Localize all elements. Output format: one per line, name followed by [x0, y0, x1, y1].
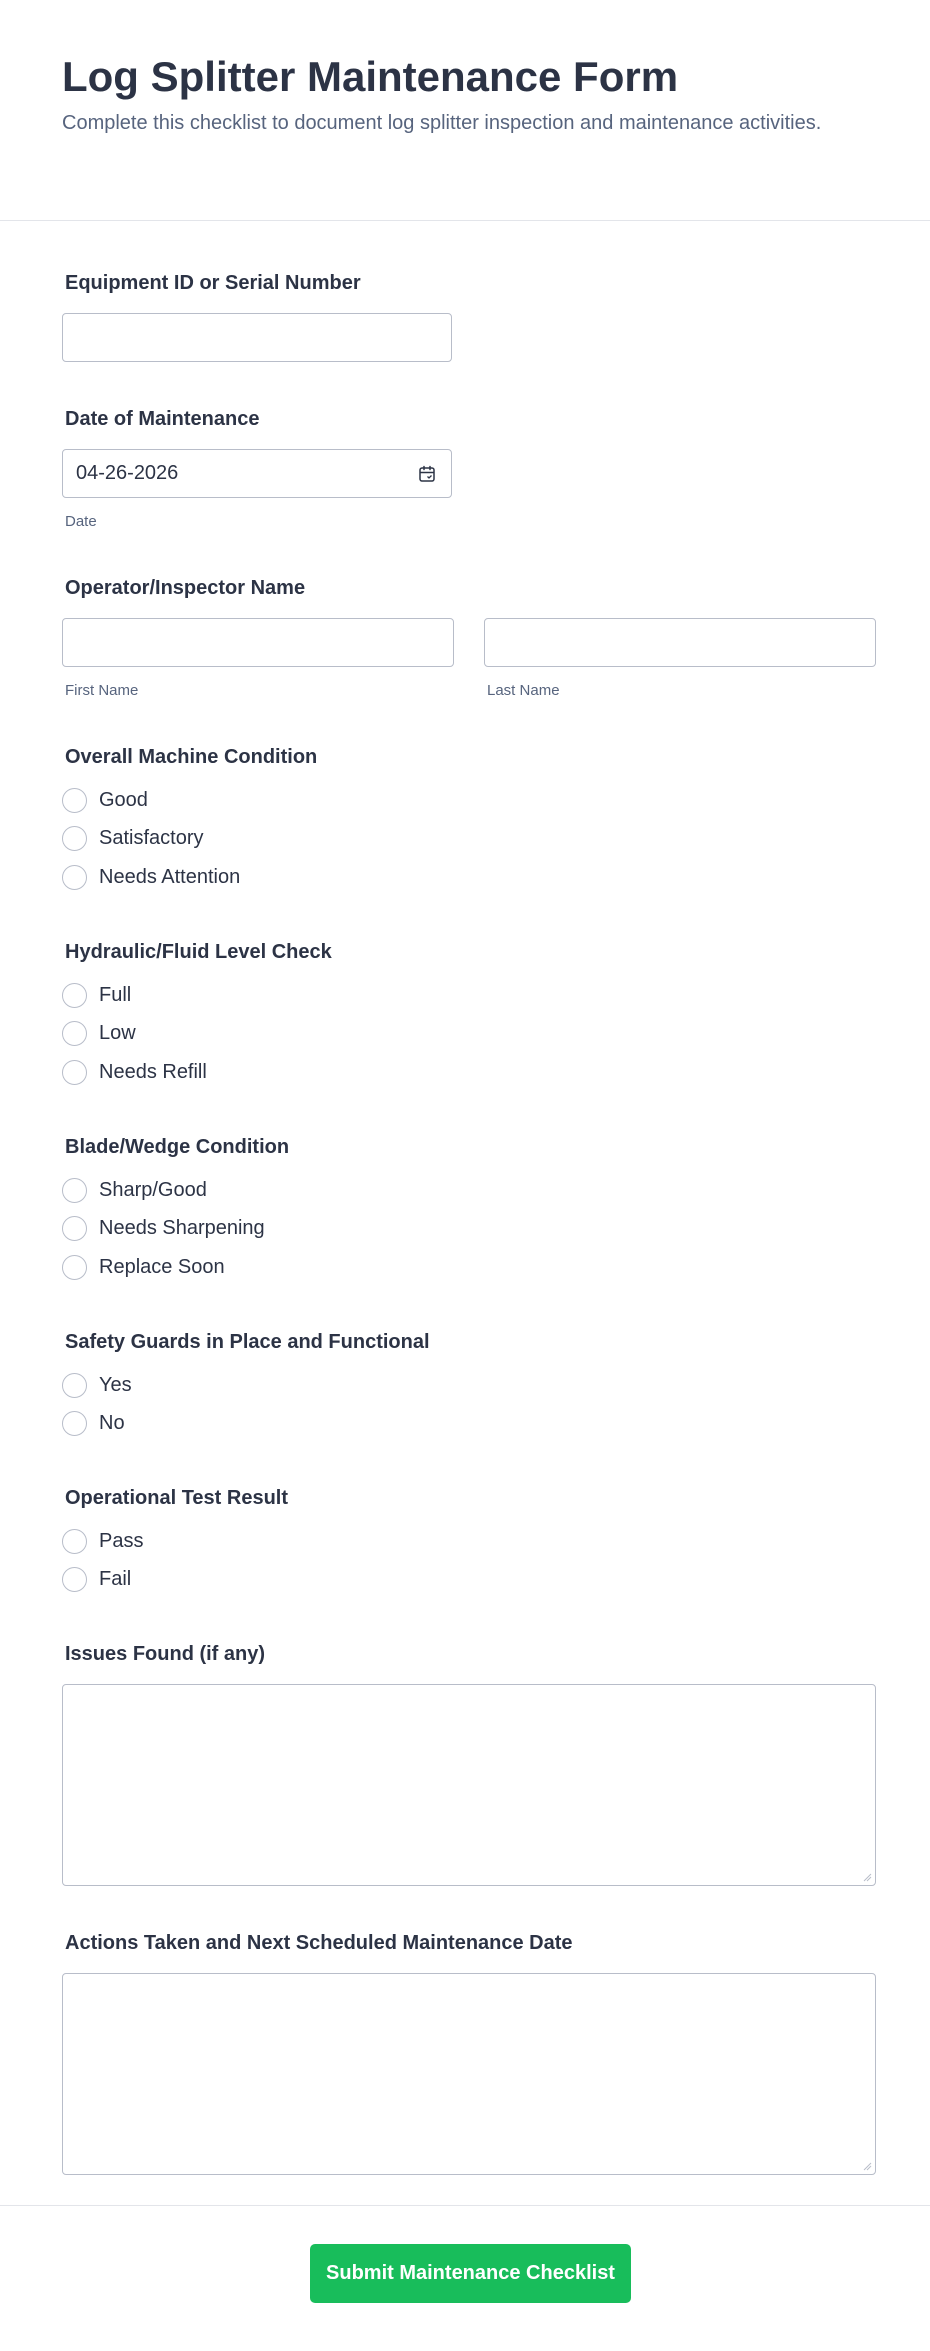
radio-button[interactable]	[62, 1373, 87, 1398]
form-header	[0, 0, 930, 221]
radio-label: No	[99, 1412, 125, 1434]
footer-divider	[0, 2205, 930, 2206]
radio-button[interactable]	[62, 983, 87, 1008]
radio-label: Needs Attention	[99, 866, 241, 888]
radio-option[interactable]	[62, 786, 148, 814]
radio-label: Needs Refill	[99, 1061, 207, 1083]
actions-textarea[interactable]	[62, 1973, 876, 2175]
radio-label: Pass	[99, 1530, 144, 1552]
submit-button[interactable]: Submit Maintenance Checklist	[310, 2244, 631, 2303]
condition-label: Overall Machine Condition	[65, 746, 318, 768]
operator-label: Operator/Inspector Name	[65, 577, 306, 599]
radio-option[interactable]	[62, 1058, 207, 1086]
radio-button[interactable]	[62, 826, 87, 851]
radio-button[interactable]	[62, 1255, 87, 1280]
radio-label: Replace Soon	[99, 1256, 225, 1278]
equipment-id-input[interactable]	[62, 313, 452, 362]
date-value: 04-26-2026	[76, 462, 179, 484]
hydraulic-label: Hydraulic/Fluid Level Check	[65, 941, 332, 963]
radio-option[interactable]	[62, 1409, 125, 1437]
radio-option[interactable]	[62, 1527, 143, 1555]
equipment-id-label: Equipment ID or Serial Number	[65, 272, 361, 294]
radio-label: Needs Sharpening	[99, 1217, 265, 1239]
last-name-sublabel: Last Name	[487, 682, 560, 699]
radio-label: Fail	[99, 1568, 132, 1590]
radio-option[interactable]	[62, 1253, 225, 1281]
date-sublabel: Date	[65, 513, 97, 530]
radio-option[interactable]	[62, 1565, 131, 1593]
first-name-sublabel: First Name	[65, 682, 139, 699]
radio-option[interactable]	[62, 1371, 132, 1399]
date-label: Date of Maintenance	[65, 408, 260, 430]
actions-label: Actions Taken and Next Scheduled Maintenance Date	[65, 1932, 573, 1954]
radio-option[interactable]	[62, 1019, 136, 1047]
last-name-input[interactable]	[484, 618, 876, 667]
radio-label: Low	[99, 1022, 136, 1044]
radio-option[interactable]	[62, 981, 131, 1009]
resize-grip-icon[interactable]	[862, 2161, 872, 2171]
test-label: Operational Test Result	[65, 1487, 289, 1509]
issues-textarea[interactable]	[62, 1684, 876, 1886]
radio-button[interactable]	[62, 1021, 87, 1046]
issues-label: Issues Found (if any)	[65, 1643, 266, 1665]
form-subtitle: Complete this checklist to document log splitter inspection and maintenance activities.	[62, 112, 822, 134]
radio-option[interactable]	[62, 1176, 207, 1204]
form-title: Log Splitter Maintenance Form	[62, 53, 679, 100]
radio-button[interactable]	[62, 1060, 87, 1085]
radio-option[interactable]	[62, 824, 203, 852]
radio-label: Yes	[99, 1374, 132, 1396]
blade-label: Blade/Wedge Condition	[65, 1136, 290, 1158]
resize-grip-icon[interactable]	[862, 1872, 872, 1882]
radio-label: Sharp/Good	[99, 1179, 207, 1201]
radio-label: Full	[99, 984, 132, 1006]
radio-button[interactable]	[62, 788, 87, 813]
radio-label: Good	[99, 789, 148, 811]
safety-label: Safety Guards in Place and Functional	[65, 1331, 430, 1353]
calendar-icon[interactable]	[418, 465, 436, 483]
radio-button[interactable]	[62, 1216, 87, 1241]
radio-button[interactable]	[62, 1178, 87, 1203]
radio-option[interactable]	[62, 863, 240, 891]
radio-button[interactable]	[62, 1567, 87, 1592]
radio-label: Satisfactory	[99, 827, 204, 849]
radio-button[interactable]	[62, 1529, 87, 1554]
radio-button[interactable]	[62, 1411, 87, 1436]
radio-button[interactable]	[62, 865, 87, 890]
first-name-input[interactable]	[62, 618, 454, 667]
radio-option[interactable]	[62, 1214, 265, 1242]
